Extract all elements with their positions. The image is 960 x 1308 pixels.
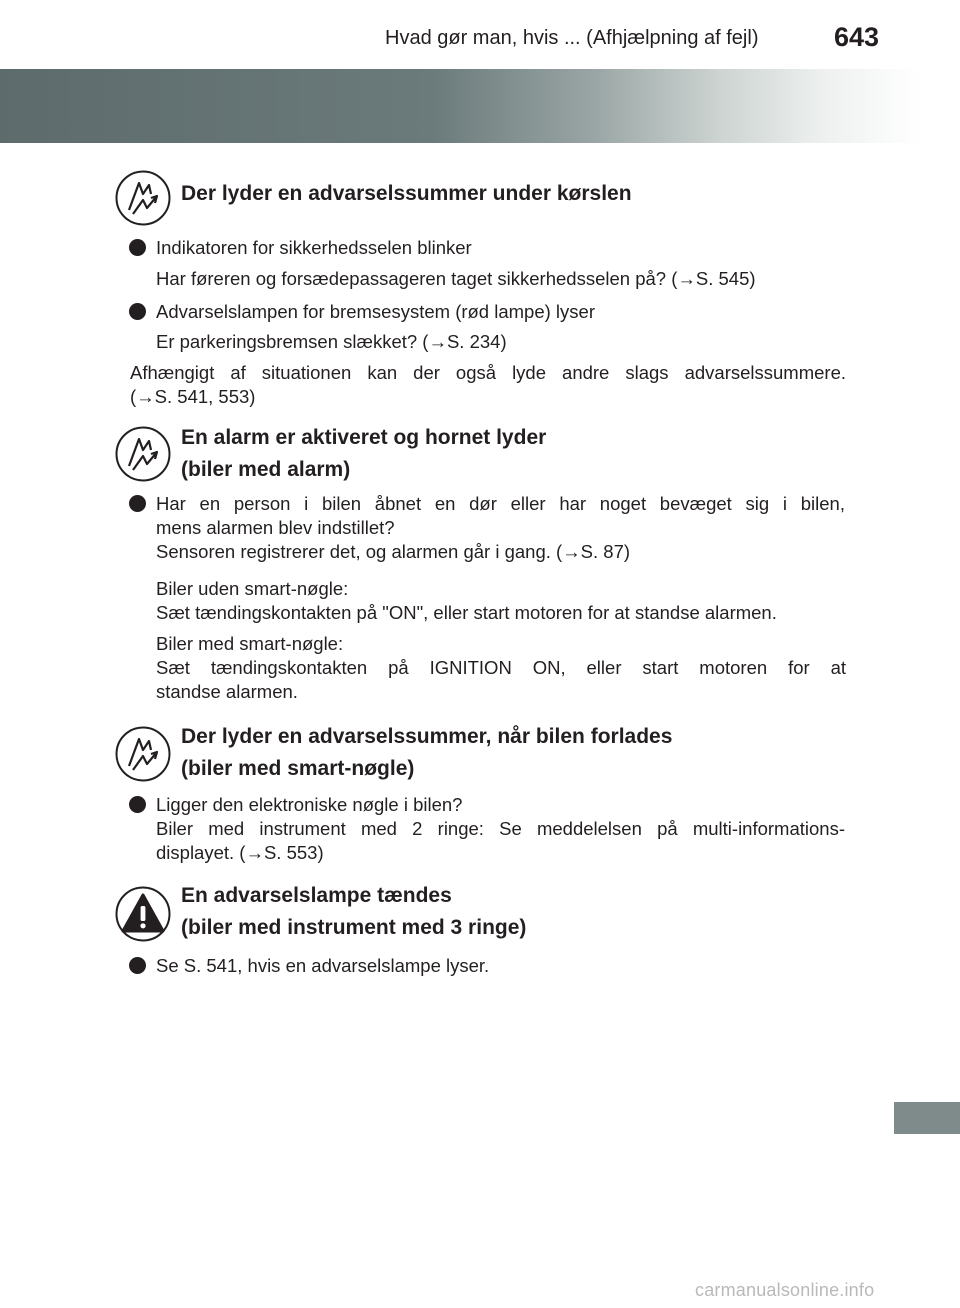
paragraph-line: standse alarmen.: [156, 681, 298, 702]
bullet-icon: [129, 957, 146, 974]
watermark: carmanualsonline.info: [695, 1280, 875, 1300]
note-text: (→S. 541, 553): [130, 386, 256, 407]
bullet-line: Har en person i bilen åbnet en dør eller har noget bevæget sig i bilen,: [156, 493, 845, 514]
bullet-line: Ligger den elektroniske nøgle i bilen?: [156, 794, 463, 815]
section-heading: [181, 178, 632, 210]
bullet-text: [156, 793, 845, 865]
bullet-icon: [129, 796, 146, 813]
heading-line: En alarm er aktiveret og hornet lyder: [181, 426, 547, 449]
paragraph-line: Sæt tændingskontakten på IGNITION ON, eller start motoren for at: [156, 657, 846, 678]
paragraph: [156, 577, 846, 625]
bullet-line: mens alarmen blev indstillet?: [156, 517, 395, 538]
section-heading: [181, 422, 546, 486]
detail-text: Er parkeringsbremsen slækket? (→S. 234): [156, 331, 507, 352]
bullet-icon: [129, 303, 146, 320]
bullet-line: Sensoren registrerer det, og alarmen går i gang. (→S. 87): [156, 541, 631, 562]
bullet-text: Indikatoren for sikkerhedsselen blinker: [156, 237, 472, 258]
paragraph-line: Biler uden smart-nøgle:: [156, 578, 349, 599]
buzzer-warning-icon: [115, 726, 171, 782]
heading-line: Der lyder en advarselssummer, når bilen forlades: [181, 725, 673, 748]
section-heading: [181, 880, 526, 944]
running-header: Hvad gør man, hvis ... (Afhjælpning af fejl): [385, 27, 759, 49]
bullet-line: displayet. (→S. 553): [156, 842, 324, 863]
paragraph: [156, 632, 846, 704]
chapter-tab: [894, 1102, 960, 1134]
heading-line: (biler med smart-nøgle): [181, 757, 415, 780]
bullet-line: Biler med instrument med 2 ringe: Se meddelelsen på multi-informations-: [156, 818, 845, 839]
page-number: 643: [834, 22, 880, 52]
bullet-text: [156, 492, 845, 564]
buzzer-warning-icon: [115, 170, 171, 226]
heading-line: Der lyder en advarselssummer under kørslen: [181, 182, 632, 205]
paragraph-line: Biler med smart-nøgle:: [156, 633, 344, 654]
paragraph-line: Sæt tændingskontakten på "ON", eller start motoren for at standse alarmen.: [156, 602, 777, 623]
heading-line: (biler med alarm): [181, 458, 351, 481]
section-heading: [181, 721, 672, 785]
exclamation-warning-icon: [115, 886, 171, 942]
bullet-text: Advarselslampen for bremsesystem (rød lampe) lyser: [156, 301, 595, 322]
buzzer-warning-icon: [115, 426, 171, 482]
heading-line: (biler med instrument med 3 ringe): [181, 916, 527, 939]
bullet-icon: [129, 495, 146, 512]
bullet-text: Se S. 541, hvis en advarselslampe lyser.: [156, 955, 490, 976]
header-banner: [0, 69, 960, 143]
bullet-icon: [129, 239, 146, 256]
detail-text: Har føreren og forsædepassageren taget sikkerhedsselen på? (→S. 545): [156, 268, 756, 289]
heading-line: En advarselslampe tændes: [181, 884, 452, 907]
note-text: Afhængigt af situationen kan der også lyde andre slags advarselssummere.: [130, 362, 846, 383]
